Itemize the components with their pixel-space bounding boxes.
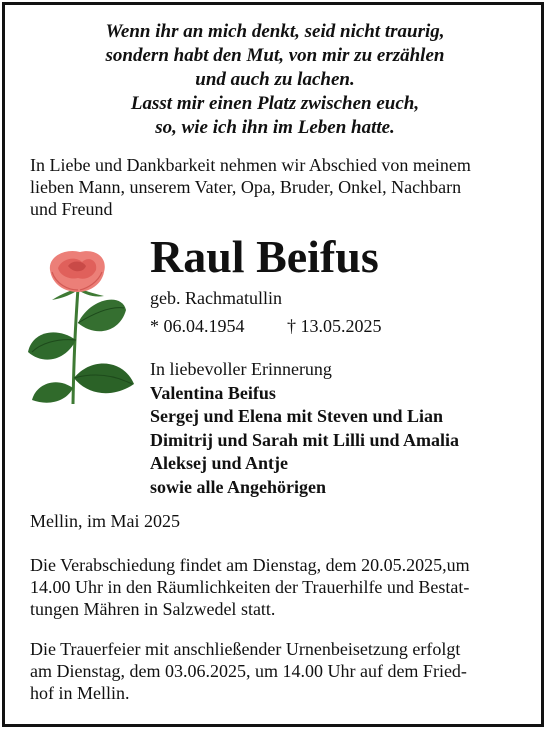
- mourner-name: sowie alle Angehörigen: [150, 476, 326, 497]
- poem: [0, 20, 550, 140]
- mourners-heading: In liebevoller Erinnerung: [150, 359, 332, 379]
- funeral-notice: [30, 638, 522, 704]
- intro-line: lieben Mann, unserem Vater, Opa, Bruder, Onkel, Nachbarn: [30, 177, 462, 197]
- poem-line: und auch zu lachen.: [195, 69, 355, 90]
- birth-date: * 06.04.1954: [150, 316, 245, 336]
- funeral-line: hof in Mellin.: [30, 683, 130, 703]
- poem-line: Lasst mir einen Platz zwischen euch,: [130, 93, 420, 114]
- deceased-name: Raul Beifus: [150, 231, 379, 282]
- intro-line: In Liebe und Dankbarkeit nehmen wir Abschied von meinem: [30, 155, 471, 175]
- farewell-line: 14.00 Uhr in den Räumlichkeiten der Trauerhilfe und Bestat-: [30, 577, 470, 597]
- poem-line: sondern habt den Mut, von mir zu erzählen: [105, 45, 445, 66]
- rose-image: [26, 248, 136, 406]
- mourner-name: Valentina Beifus: [150, 382, 276, 403]
- mourner-name: Dimitrij und Sarah mit Lilli und Amalia: [150, 429, 460, 450]
- funeral-line: Die Trauerfeier mit anschließender Urnenbeisetzung erfolgt: [30, 639, 461, 659]
- poem-line: Wenn ihr an mich denkt, seid nicht traurig,: [105, 21, 445, 42]
- life-dates: [150, 315, 382, 337]
- birth-name: geb. Rachmatullin: [150, 288, 282, 308]
- intro-line: und Freund: [30, 199, 113, 219]
- place-date: Mellin, im Mai 2025: [30, 511, 180, 531]
- mourners-block: [150, 358, 459, 499]
- intro-text: [30, 154, 530, 220]
- mourner-name: Sergej und Elena mit Steven und Lian: [150, 406, 444, 426]
- mourner-name: Aleksej und Antje: [150, 453, 289, 473]
- funeral-line: am Dienstag, dem 03.06.2025, um 14.00 Uhr auf dem Fried-: [30, 661, 467, 681]
- poem-line: so, wie ich ihn im Leben hatte.: [155, 117, 395, 138]
- death-date: † 13.05.2025: [287, 316, 382, 336]
- farewell-notice: [30, 554, 522, 620]
- farewell-line: tungen Mähren in Salzwedel statt.: [30, 599, 276, 619]
- farewell-line: Die Verabschiedung findet am Dienstag, dem 20.05.2025,um: [30, 555, 470, 575]
